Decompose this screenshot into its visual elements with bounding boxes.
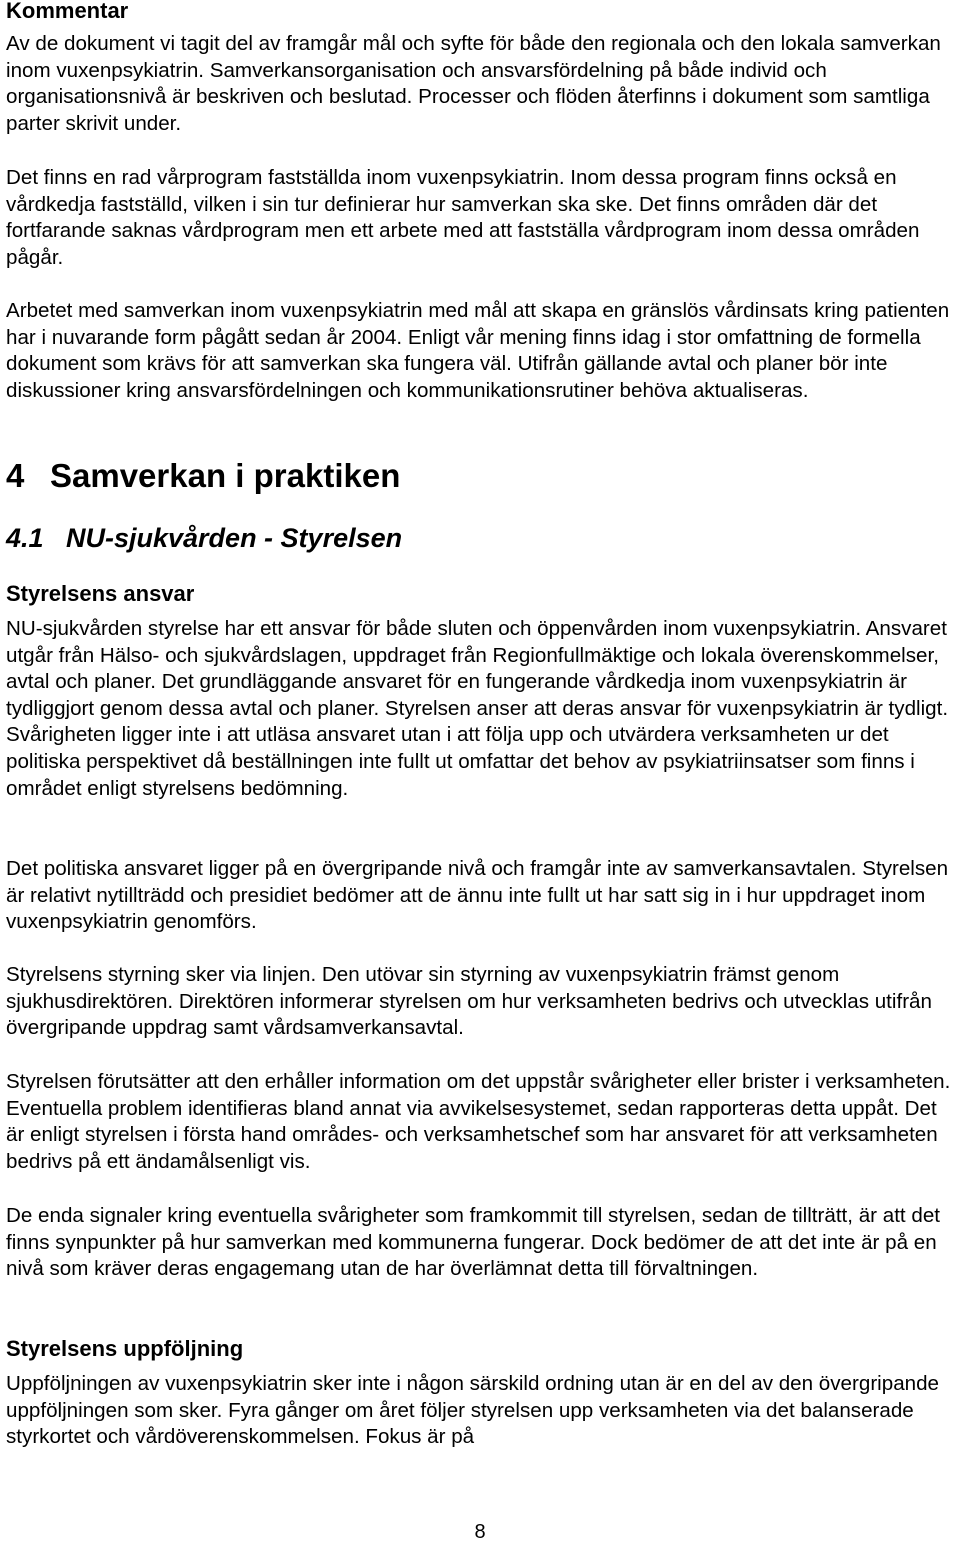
kommentar-paragraph-1: Av de dokument vi tagit del av framgår mål och syfte för både den regionala och den lokala samverkan inom vuxenpsykiatrin. Samverkansorganisation och ansvarsfördelning på både individ och organisationsnivå är beskriven och beslutad. Processer och flöden återfinns i dokument som samtliga parter skrivit under. bbox=[6, 32, 941, 135]
kommentar-paragraph-3: Arbetet med samverkan inom vuxenpsykiatrin med mål att skapa en gränslös vårdinsats kring patienten har i nuvarande form pågått sedan år 2004. Enligt vår mening finns idag i stor omfattning de formella dokument som krävs för att samverkan ska fungera väl. Utifrån gällande avtal och planer bör inte diskussioner kring ansvarsfördelningen och kommunikationsrutiner behöva aktualiseras. bbox=[6, 299, 950, 402]
styrelsens-uppfoljning-heading: Styrelsens uppföljning bbox=[6, 1336, 244, 1361]
ansvar-paragraph-5: De enda signaler kring eventuella svårigheter som framkommit till styrelsen, sedan de tillträtt, är att det finns synpunkter på hur samverkan med kommunerna fungerar. Dock bedömer de att det inte är på en nivå som kräver deras engagemang utan de har överlämnat detta till förvaltningen. bbox=[6, 1204, 940, 1281]
section-4-1-heading bbox=[6, 520, 402, 556]
page-number: 8 bbox=[474, 1521, 486, 1543]
ansvar-paragraph-4: Styrelsen förutsätter att den erhåller information om det uppstår svårigheter eller brister i verksamheten. Eventuella problem identifieras bland annat via avvikelsesystemet, sedan rapporteras detta uppåt. Det är enligt styrelsen i första hand områdes- och verksamhetschef som har ansvaret för att verksamheten bedrivs på ett ändamålsenligt vis. bbox=[6, 1070, 951, 1173]
ansvar-paragraph-3: Styrelsens styrning sker via linjen. Den utövar sin styrning av vuxenpsykiatrin främst genom sjukhusdirektören. Direktören informerar styrelsen om hur verksamheten bedrivs och utvecklas utifrån övergripande uppdrag samt vårdsamverkansavtal. bbox=[6, 963, 932, 1040]
kommentar-heading: Kommentar bbox=[6, 0, 129, 23]
ansvar-paragraph-2: Det politiska ansvaret ligger på en övergripande nivå och framgår inte av samverkansavtalen. Styrelsen är relativt nytillträdd och presidiet bedömer att de ännu inte fullt ut har satt sig in i hur uppdraget inom vuxenpsykiatrin genomförs. bbox=[6, 857, 949, 934]
ansvar-paragraph-1: NU-sjukvården styrelse har ett ansvar för både sluten och öppenvården inom vuxenpsykiatrin. Ansvaret utgår från Hälso- och sjukvårdslagen, uppdraget från Regionfullmäktige och lokala överenskommelser, avtal och planer. Det grundläggande ansvaret för en fungerande vårdkedja inom vuxenpsykiatrin är tydliggjort genom dessa avtal och planer. Styrelsen anser att deras ansvar för vuxenpsykiatrin är tydligt. Svårigheten ligger inte i att utläsa ansvaret utan i att följa upp och utvärdera verksamheten ur det politiska perspektivet då beställningen inte fullt ut omfattar det behov av psykiatriinsatser som finns i området enligt styrelsens bedömning. bbox=[6, 617, 949, 800]
section-4-number: 4 bbox=[6, 457, 25, 494]
section-4-title: Samverkan i praktiken bbox=[50, 457, 401, 494]
section-4-1-title: NU-sjukvården - Styrelsen bbox=[66, 523, 403, 553]
section-4-heading bbox=[6, 455, 400, 497]
uppfoljning-paragraph-1: Uppföljningen av vuxenpsykiatrin sker inte i någon särskild ordning utan är en del av den övergripande uppföljningen som sker. Fyra gånger om året följer styrelsen upp verksamheten via det balanserade styrkortet och vårdöverenskommelsen. Fokus är på bbox=[6, 1372, 940, 1449]
kommentar-paragraph-2: Det finns en rad vårprogram fastställda inom vuxenpsykiatrin. Inom dessa program finns också en vårdkedja fastställd, vilken i sin tur definierar hur samverkan ska ske. Det finns områden där det fortfarande saknas vårdprogram men ett arbete med att fastställa vårdprogram inom dessa områden pågår. bbox=[6, 166, 920, 269]
section-4-1-number: 4.1 bbox=[6, 523, 44, 553]
styrelsens-ansvar-heading: Styrelsens ansvar bbox=[6, 581, 195, 606]
